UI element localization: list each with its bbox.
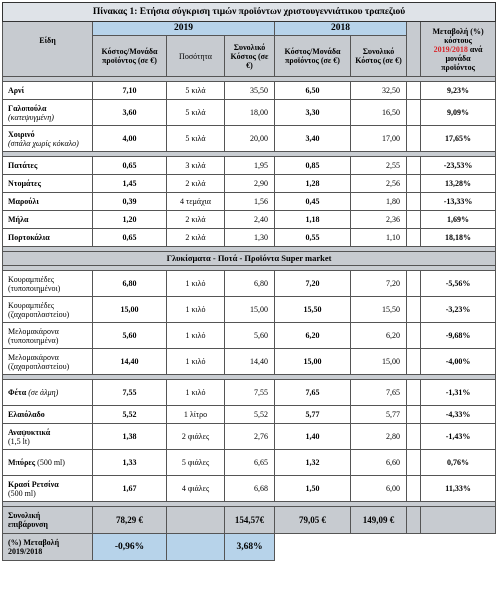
- cost-2018-cell: 1,32: [275, 450, 351, 476]
- cost-2019-cell: 1,38: [93, 424, 167, 450]
- quantity-cell: 1 κιλό: [167, 323, 225, 349]
- cost-2018-cell: 7,65: [275, 380, 351, 406]
- change-cell: -23,53%: [421, 157, 496, 175]
- spacer-cell: [407, 271, 421, 297]
- change-header-l4: μονάδα: [445, 53, 471, 63]
- item-name-cell: [3, 406, 93, 424]
- cost-2019-cell: 6,80: [93, 271, 167, 297]
- quantity-cell: 1 κιλό: [167, 349, 225, 375]
- total-2018-cell: 15,50: [351, 297, 407, 323]
- item-subtitle: (κατεψυγμένη): [8, 112, 54, 122]
- item-name: Κουραμπιέδες: [8, 300, 55, 310]
- year-2019-header: 2019: [93, 22, 275, 36]
- cost-2019-cell: 0,65: [93, 229, 167, 247]
- year-2018-header: 2018: [275, 22, 407, 36]
- item-name: Ελαιόλαδο: [8, 410, 45, 419]
- table-row: [3, 100, 496, 126]
- total-2019-cell: 2,90: [225, 175, 275, 193]
- cost-2018-cell: 0,55: [275, 229, 351, 247]
- item-subtitle: (500 ml): [8, 488, 36, 498]
- price-comparison-document: [2, 2, 495, 561]
- cost-unit-2018-header: Κόστος/Μονάδα προϊόντος (σε €): [275, 36, 351, 77]
- spacer-cell: [407, 450, 421, 476]
- cost-2019-cell: 1,45: [93, 175, 167, 193]
- quantity-cell: 1 λίτρο: [167, 406, 225, 424]
- cost-2018-cell: 1,18: [275, 211, 351, 229]
- item-name-cell: [3, 424, 93, 450]
- totals-cost-2018: 79,05 €: [275, 507, 351, 534]
- cost-2018-cell: 1,40: [275, 424, 351, 450]
- item-name: Πορτοκάλια: [8, 233, 50, 242]
- item-name: Μελομακάρονα: [8, 352, 59, 362]
- items-header: Είδη: [3, 22, 93, 77]
- cost-2019-cell: 3,60: [93, 100, 167, 126]
- cost-2018-cell: 1,28: [275, 175, 351, 193]
- total-2018-cell: 2,36: [351, 211, 407, 229]
- item-subtitle: (ζαχαροπλαστείου): [8, 309, 70, 319]
- item-name: Κουραμπιέδες: [8, 274, 55, 284]
- item-name-cell: [3, 211, 93, 229]
- change-cell: 13,28%: [421, 175, 496, 193]
- table-row: [3, 271, 496, 297]
- change-cell: 18,18%: [421, 229, 496, 247]
- spacer-cell: [407, 476, 421, 502]
- item-name-cell: [3, 380, 93, 406]
- item-name-cell: [3, 82, 93, 100]
- totals-row: [3, 507, 496, 534]
- item-subtitle: (σπάλα χωρίς κόκαλο): [8, 138, 79, 148]
- change-cell: -3,23%: [421, 297, 496, 323]
- total-2018-cell: 1,80: [351, 193, 407, 211]
- quantity-cell: 5 κιλά: [167, 126, 225, 152]
- item-name: Κρασί Ρετσίνα: [8, 479, 59, 489]
- item-subtitle: (500 ml): [37, 458, 65, 467]
- percent-change-label-l1: (%) Μεταβολή: [8, 538, 60, 547]
- spacer-cell: [407, 229, 421, 247]
- quantity-cell: 4 φιάλες: [167, 476, 225, 502]
- cost-2018-cell: 6,50: [275, 82, 351, 100]
- total-2019-cell: 5,60: [225, 323, 275, 349]
- change-header-l3: ανά: [469, 44, 483, 54]
- spacer-cell: [407, 126, 421, 152]
- total-2019-cell: 18,00: [225, 100, 275, 126]
- quantity-cell: 2 κιλά: [167, 211, 225, 229]
- totals-quantity-blank: [167, 507, 225, 534]
- total-2018-cell: 17,00: [351, 126, 407, 152]
- item-name-cell: [3, 229, 93, 247]
- spacer-cell: [407, 424, 421, 450]
- percent-change-label-l2: 2019/2018: [8, 547, 43, 556]
- total-2019-cell: 6,65: [225, 450, 275, 476]
- cost-2019-cell: 1,67: [93, 476, 167, 502]
- percent-change-total: 3,68%: [225, 534, 275, 561]
- change-cell: 9,09%: [421, 100, 496, 126]
- total-2019-cell: 6,80: [225, 271, 275, 297]
- table-row: [3, 211, 496, 229]
- totals-total-2019: 154,57€: [225, 507, 275, 534]
- total-2018-cell: 7,65: [351, 380, 407, 406]
- table-row: [3, 450, 496, 476]
- item-subtitle: (τυποποιημένοι): [8, 283, 61, 293]
- item-name-cell: [3, 297, 93, 323]
- item-name: Ντομάτες: [8, 179, 41, 188]
- total-2018-cell: 1,10: [351, 229, 407, 247]
- totals-cost-2019: 78,29 €: [93, 507, 167, 534]
- item-name: Αναψυκτικά: [8, 427, 51, 437]
- change-cell: -4,33%: [421, 406, 496, 424]
- table-row: [3, 349, 496, 375]
- total-2018-cell: 5,77: [351, 406, 407, 424]
- total-2019-cell: 1,30: [225, 229, 275, 247]
- total-2018-cell: 6,00: [351, 476, 407, 502]
- item-subtitle: (σε άλμη): [28, 388, 59, 397]
- spacer-cell: [407, 82, 421, 100]
- cost-2019-cell: 4,00: [93, 126, 167, 152]
- total-2018-cell: 6,20: [351, 323, 407, 349]
- spacer-cell: [407, 193, 421, 211]
- table-row: [3, 175, 496, 193]
- item-name-cell: [3, 476, 93, 502]
- empty-area: [275, 534, 496, 561]
- item-name: Μαρούλι: [8, 197, 39, 206]
- total-2019-cell: 20,00: [225, 126, 275, 152]
- total-2018-cell: 32,50: [351, 82, 407, 100]
- total-2019-cell: 5,52: [225, 406, 275, 424]
- spacer-cell: [407, 349, 421, 375]
- cost-2018-cell: 3,30: [275, 100, 351, 126]
- total-2019-cell: 35,50: [225, 82, 275, 100]
- item-name: Μπύρες: [8, 458, 36, 467]
- spacer-cell: [407, 22, 421, 77]
- change-cell: 9,23%: [421, 82, 496, 100]
- change-cell: 17,65%: [421, 126, 496, 152]
- table-row: [3, 380, 496, 406]
- percent-change-blank: [167, 534, 225, 561]
- item-name-cell: [3, 450, 93, 476]
- table-row: [3, 297, 496, 323]
- table-title: Πίνακας 1: Ετήσια σύγκριση τιμών προϊόντων χριστουγεννιάτικου τραπεζιού: [3, 3, 496, 22]
- item-name: Αρνί: [8, 86, 25, 95]
- total-2018-cell: 15,00: [351, 349, 407, 375]
- total-2019-cell: 1,95: [225, 157, 275, 175]
- cost-2018-cell: 7,20: [275, 271, 351, 297]
- change-cell: -13,33%: [421, 193, 496, 211]
- spacer-cell: [407, 323, 421, 349]
- quantity-cell: 2 κιλά: [167, 229, 225, 247]
- cost-2019-cell: 1,33: [93, 450, 167, 476]
- item-name-cell: [3, 349, 93, 375]
- cost-2019-cell: 7,10: [93, 82, 167, 100]
- change-cell: 0,76%: [421, 450, 496, 476]
- total-2019-cell: 1,56: [225, 193, 275, 211]
- section-title: Γλυκίσματα - Ποτά - Προϊόντα Super market: [3, 252, 496, 266]
- spacer-cell: [407, 157, 421, 175]
- item-name: Πατάτες: [8, 161, 38, 170]
- item-name-cell: [3, 271, 93, 297]
- spacer-cell: [407, 380, 421, 406]
- item-subtitle: (τυποποιημένα): [8, 335, 59, 345]
- cost-2018-cell: 15,00: [275, 349, 351, 375]
- cost-2018-cell: 0,45: [275, 193, 351, 211]
- quantity-cell: 1 κιλό: [167, 380, 225, 406]
- cost-2018-cell: 5,77: [275, 406, 351, 424]
- total-cost-2018-header: Συνολικό Κόστος (σε €): [351, 36, 407, 77]
- spacer-cell: [407, 297, 421, 323]
- cost-2019-cell: 0,39: [93, 193, 167, 211]
- total-2018-cell: 2,80: [351, 424, 407, 450]
- total-2018-cell: 7,20: [351, 271, 407, 297]
- quantity-cell: 5 κιλά: [167, 82, 225, 100]
- cost-2018-cell: 0,85: [275, 157, 351, 175]
- percent-change-row: [3, 534, 496, 561]
- total-2019-cell: 15,00: [225, 297, 275, 323]
- item-name-cell: [3, 157, 93, 175]
- table-row: [3, 82, 496, 100]
- cost-2018-cell: 1,50: [275, 476, 351, 502]
- totals-label: [3, 507, 93, 534]
- cost-2018-cell: 15,50: [275, 297, 351, 323]
- total-cost-2019-header: Συνολικό Κόστος (σε €): [225, 36, 275, 77]
- item-name: Γαλοπούλα: [8, 103, 47, 113]
- table-row: [3, 323, 496, 349]
- item-name-cell: [3, 126, 93, 152]
- table-row: [3, 476, 496, 502]
- cost-unit-2019-header: Κόστος/Μονάδα προϊόντος (σε €): [93, 36, 167, 77]
- cost-2019-cell: 1,20: [93, 211, 167, 229]
- table-row: [3, 424, 496, 450]
- cost-2019-cell: 7,55: [93, 380, 167, 406]
- price-comparison-table: [2, 2, 496, 561]
- item-name: Μελομακάρονα: [8, 326, 59, 336]
- spacer-cell: [407, 507, 421, 534]
- total-2019-cell: 6,68: [225, 476, 275, 502]
- total-2019-cell: 7,55: [225, 380, 275, 406]
- change-cell: -1,31%: [421, 380, 496, 406]
- change-cell: 11,33%: [421, 476, 496, 502]
- item-name-cell: [3, 323, 93, 349]
- change-cell: -1,43%: [421, 424, 496, 450]
- cost-2019-cell: 0,65: [93, 157, 167, 175]
- change-cell: 1,69%: [421, 211, 496, 229]
- total-2018-cell: 2,56: [351, 175, 407, 193]
- total-2019-cell: 2,76: [225, 424, 275, 450]
- item-name-cell: [3, 175, 93, 193]
- change-cell: -4,00%: [421, 349, 496, 375]
- quantity-cell: 4 τεμάχια: [167, 193, 225, 211]
- totals-label-l2: επιβάρυνση: [8, 520, 48, 529]
- item-subtitle: (1,5 lt): [8, 436, 30, 446]
- item-name: Μήλα: [8, 215, 29, 224]
- total-2018-cell: 2,55: [351, 157, 407, 175]
- change-header-l5: προϊόντος: [441, 62, 475, 72]
- percent-change-label: [3, 534, 93, 561]
- item-name: Φέτα: [8, 388, 27, 397]
- quantity-cell: 5 φιάλες: [167, 450, 225, 476]
- cost-2018-cell: 3,40: [275, 126, 351, 152]
- quantity-cell: 3 κιλά: [167, 157, 225, 175]
- table-row: [3, 126, 496, 152]
- table-row: [3, 157, 496, 175]
- totals-total-2018: 149,09 €: [351, 507, 407, 534]
- spacer-cell: [407, 406, 421, 424]
- change-header-l1: Μεταβολή (%): [432, 26, 484, 36]
- quantity-cell: 2 κιλά: [167, 175, 225, 193]
- total-2018-cell: 6,60: [351, 450, 407, 476]
- item-subtitle: (ζαχαροπλαστείου): [8, 361, 70, 371]
- change-header: [421, 22, 496, 77]
- spacer-cell: [407, 175, 421, 193]
- quantity-header: Ποσότητα: [167, 36, 225, 77]
- table-row: [3, 406, 496, 424]
- change-header-l2: κόστους: [444, 35, 472, 45]
- quantity-cell: 1 κιλό: [167, 297, 225, 323]
- totals-change-blank: [421, 507, 496, 534]
- table-row: [3, 229, 496, 247]
- total-2019-cell: 2,40: [225, 211, 275, 229]
- change-header-years: 2019/2018: [433, 44, 468, 54]
- spacer-cell: [407, 211, 421, 229]
- item-name: Χοιρινό: [8, 129, 35, 139]
- percent-change-cost: -0,96%: [93, 534, 167, 561]
- cost-2019-cell: 15,00: [93, 297, 167, 323]
- quantity-cell: 2 φιάλες: [167, 424, 225, 450]
- section-header-row: [3, 252, 496, 266]
- cost-2019-cell: 14,40: [93, 349, 167, 375]
- total-2019-cell: 14,40: [225, 349, 275, 375]
- quantity-cell: 1 κιλό: [167, 271, 225, 297]
- total-2018-cell: 16,50: [351, 100, 407, 126]
- change-cell: -5,56%: [421, 271, 496, 297]
- totals-label-l1: Συνολική: [8, 511, 41, 520]
- quantity-cell: 5 κιλά: [167, 100, 225, 126]
- change-cell: -9,68%: [421, 323, 496, 349]
- item-name-cell: [3, 193, 93, 211]
- cost-2018-cell: 6,20: [275, 323, 351, 349]
- spacer-cell: [407, 100, 421, 126]
- cost-2019-cell: 5,52: [93, 406, 167, 424]
- table-row: [3, 193, 496, 211]
- item-name-cell: [3, 100, 93, 126]
- cost-2019-cell: 5,60: [93, 323, 167, 349]
